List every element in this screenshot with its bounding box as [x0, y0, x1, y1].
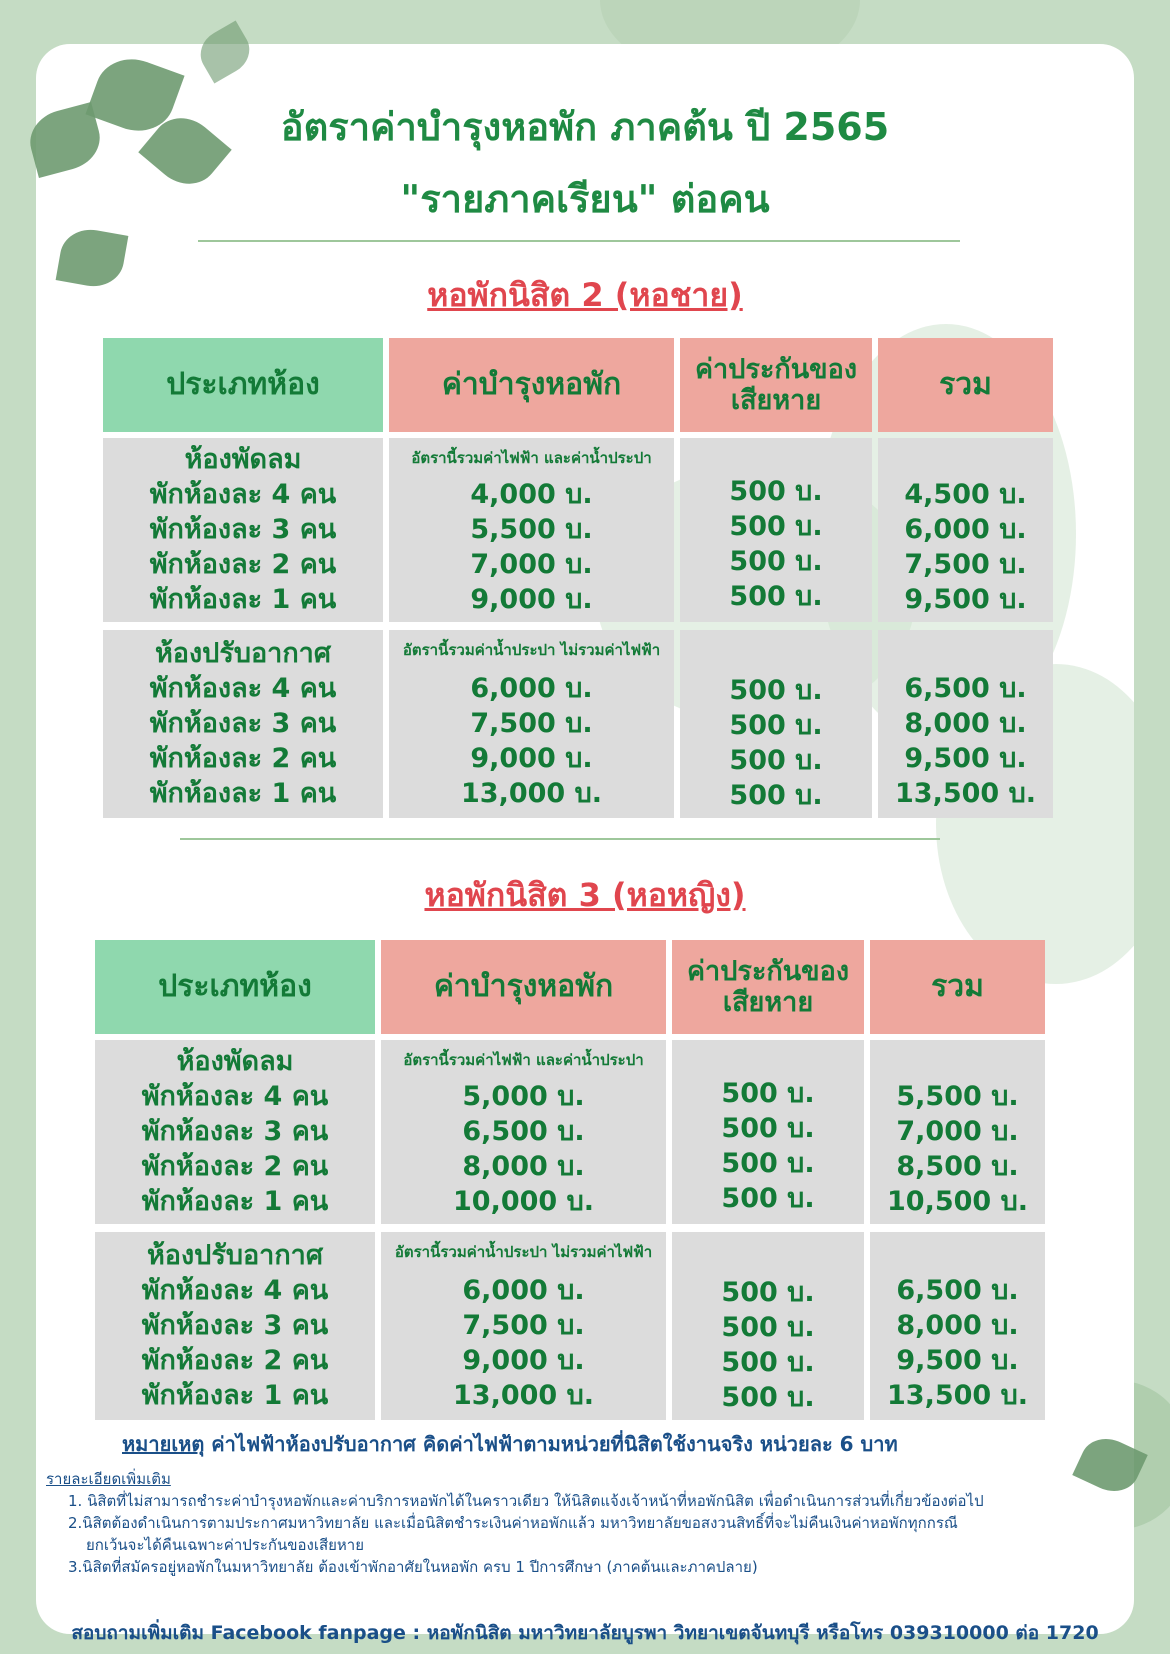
fee-value: 13,000 บ. — [461, 778, 602, 809]
total-value: 6,500 บ. — [896, 1275, 1019, 1306]
col-header-room-type: ประเภทห้อง — [103, 338, 383, 432]
total-cell — [870, 1232, 1045, 1420]
deposit-value: 500 บ. — [729, 511, 823, 542]
rate-note: อัตรานี้รวมค่าไฟฟ้า และค่าน้ำประปา — [411, 449, 652, 467]
col-header-total: รวม — [878, 338, 1053, 432]
deposit-cell — [680, 630, 872, 818]
room-type-cell — [103, 438, 383, 622]
occupancy-label: พักห้องละ 2 คน — [149, 743, 337, 774]
occupancy-label: พักห้องละ 4 คน — [149, 673, 337, 704]
fee-value: 7,500 บ. — [462, 1310, 585, 1341]
deposit-value: 500 บ. — [721, 1113, 815, 1144]
deposit-value: 500 บ. — [721, 1078, 815, 1109]
additional-details — [46, 1468, 1146, 1578]
total-value: 8,000 บ. — [904, 708, 1027, 739]
page-title-line1: อัตราค่าบำรุงหอพัก ภาคต้น ปี 2565 — [280, 105, 890, 149]
detail-item-continuation: ยกเว้นจะได้คืนเฉพาะค่าประกันของเสียหาย — [86, 1536, 364, 1554]
room-type-cell — [95, 1232, 375, 1420]
deposit-value: 500 บ. — [729, 780, 823, 811]
fee-value: 4,000 บ. — [470, 479, 593, 510]
total-value: 4,500 บ. — [904, 479, 1027, 510]
occupancy-label: พักห้องละ 2 คน — [149, 549, 337, 580]
col-header-fee: ค่าบำรุงหอพัก — [389, 338, 674, 432]
col-header-deposit: ค่าประกันของเสียหาย — [680, 338, 872, 432]
total-value: 8,500 บ. — [896, 1151, 1019, 1182]
fee-value: 13,000 บ. — [453, 1380, 594, 1411]
total-value: 13,500 บ. — [887, 1380, 1028, 1411]
dorm2-heading: หอพักนิสิต 2 (หอชาย) — [427, 276, 743, 314]
remark-note — [122, 1428, 898, 1460]
deposit-value: 500 บ. — [729, 745, 823, 776]
room-type-name: ห้องพัดลม — [176, 1046, 294, 1077]
total-value: 9,500 บ. — [904, 743, 1027, 774]
page-title-line2: "รายภาคเรียน" ต่อคน — [400, 177, 770, 221]
occupancy-label: พักห้องละ 3 คน — [149, 708, 337, 739]
total-value: 7,000 บ. — [896, 1116, 1019, 1147]
fee-value: 7,000 บ. — [470, 549, 593, 580]
deposit-cell — [672, 1040, 864, 1224]
fee-value: 10,000 บ. — [453, 1186, 594, 1217]
fee-value: 6,000 บ. — [470, 673, 593, 704]
section-divider — [180, 838, 940, 840]
occupancy-label: พักห้องละ 1 คน — [149, 584, 337, 615]
title-divider — [198, 240, 960, 242]
remark-label: หมายเหตุ — [122, 1432, 205, 1456]
total-value: 13,500 บ. — [895, 778, 1036, 809]
deposit-value: 500 บ. — [721, 1148, 815, 1179]
occupancy-label: พักห้องละ 1 คน — [149, 778, 337, 809]
occupancy-label: พักห้องละ 3 คน — [149, 514, 337, 545]
deposit-value: 500 บ. — [721, 1312, 815, 1343]
deposit-value: 500 บ. — [721, 1277, 815, 1308]
occupancy-label: พักห้องละ 2 คน — [141, 1151, 329, 1182]
deposit-value: 500 บ. — [729, 581, 823, 612]
total-cell — [878, 438, 1053, 622]
detail-item: 2.นิสิตต้องดำเนินการตามประกาศมหาวิทยาลัย และเมื่อนิสิตชำระเงินค่าหอพักแล้ว มหาวิทยาลัยขอสงวนสิทธิ์ที่จะไม่คืนเงินค่าหอพักทุกกรณี — [68, 1514, 958, 1532]
deposit-value: 500 บ. — [721, 1183, 815, 1214]
detail-item: 1. นิสิตที่ไม่สามารถชำระค่าบำรุงหอพักและค่าบริการหอพักได้ในคราวเดียว ให้นิสิตแจ้งเจ้าหน้าที่หอพักนิสิต เพื่อดำเนินการส่วนที่เกี่ยวข้องต่อไป — [68, 1492, 984, 1510]
contact-footer: สอบถามเพิ่มเติม Facebook fanpage : หอพักนิสิต มหาวิทยาลัยบูรพา วิทยาเขตจันทบุรี หรือโทร 039310000 ต่อ 1720 — [71, 1622, 1099, 1644]
deposit-cell — [680, 438, 872, 622]
deposit-value: 500 บ. — [729, 476, 823, 507]
room-type-name: ห้องปรับอากาศ — [154, 638, 331, 669]
deposit-value: 500 บ. — [729, 675, 823, 706]
deposit-cell — [672, 1232, 864, 1420]
total-value: 10,500 บ. — [887, 1186, 1028, 1217]
fee-value: 8,000 บ. — [462, 1151, 585, 1182]
fee-cell — [381, 1040, 666, 1224]
deposit-value: 500 บ. — [721, 1382, 815, 1413]
total-value: 6,500 บ. — [904, 673, 1027, 704]
col-header-deposit: ค่าประกันของเสียหาย — [672, 940, 864, 1034]
total-value: 6,000 บ. — [904, 514, 1027, 545]
room-type-cell — [95, 1040, 375, 1224]
fee-value: 6,500 บ. — [462, 1116, 585, 1147]
fee-value: 7,500 บ. — [470, 708, 593, 739]
deposit-value: 500 บ. — [721, 1347, 815, 1378]
total-cell — [878, 630, 1053, 818]
remark-text: ค่าไฟฟ้าห้องปรับอากาศ คิดค่าไฟฟ้าตามหน่วยที่นิสิตใช้งานจริง หน่วยละ 6 บาท — [204, 1432, 898, 1456]
fee-cell — [381, 1232, 666, 1420]
room-type-cell — [103, 630, 383, 818]
col-header-room-type: ประเภทห้อง — [95, 940, 375, 1034]
fee-value: 5,000 บ. — [462, 1081, 585, 1112]
occupancy-label: พักห้องละ 1 คน — [141, 1186, 329, 1217]
room-type-name: ห้องพัดลม — [184, 444, 302, 475]
col-header-total: รวม — [870, 940, 1045, 1034]
deposit-value: 500 บ. — [729, 546, 823, 577]
total-value: 7,500 บ. — [904, 549, 1027, 580]
total-cell — [870, 1040, 1045, 1224]
rate-note: อัตรานี้รวมค่าไฟฟ้า และค่าน้ำประปา — [403, 1051, 644, 1069]
fee-value: 9,000 บ. — [470, 584, 593, 615]
occupancy-label: พักห้องละ 4 คน — [141, 1275, 329, 1306]
dorm3-heading: หอพักนิสิต 3 (หอหญิง) — [424, 876, 746, 914]
fee-value: 9,000 บ. — [470, 743, 593, 774]
fee-cell — [389, 630, 674, 818]
total-value: 5,500 บ. — [896, 1081, 1019, 1112]
rate-note: อัตรานี้รวมค่าน้ำประปา ไม่รวมค่าไฟฟ้า — [402, 641, 661, 659]
deposit-value: 500 บ. — [729, 710, 823, 741]
occupancy-label: พักห้องละ 3 คน — [141, 1116, 329, 1147]
total-value: 8,000 บ. — [896, 1310, 1019, 1341]
fee-value: 9,000 บ. — [462, 1345, 585, 1376]
occupancy-label: พักห้องละ 4 คน — [141, 1081, 329, 1112]
fee-cell — [389, 438, 674, 622]
rate-note: อัตรานี้รวมค่าน้ำประปา ไม่รวมค่าไฟฟ้า — [394, 1243, 653, 1261]
details-heading: รายละเอียดเพิ่มเติม — [46, 1470, 171, 1488]
fee-value: 5,500 บ. — [470, 514, 593, 545]
occupancy-label: พักห้องละ 3 คน — [141, 1310, 329, 1341]
occupancy-label: พักห้องละ 1 คน — [141, 1380, 329, 1411]
fee-value: 6,000 บ. — [462, 1275, 585, 1306]
total-value: 9,500 บ. — [904, 584, 1027, 615]
room-type-name: ห้องปรับอากาศ — [146, 1240, 323, 1271]
occupancy-label: พักห้องละ 2 คน — [141, 1345, 329, 1376]
detail-item: 3.นิสิตที่สมัครอยู่หอพักในมหาวิทยาลัย ต้องเข้าพักอาศัยในหอพัก ครบ 1 ปีการศึกษา (ภาคต้นและภาคปลาย) — [68, 1558, 758, 1576]
col-header-fee: ค่าบำรุงหอพัก — [381, 940, 666, 1034]
occupancy-label: พักห้องละ 4 คน — [149, 479, 337, 510]
total-value: 9,500 บ. — [896, 1345, 1019, 1376]
